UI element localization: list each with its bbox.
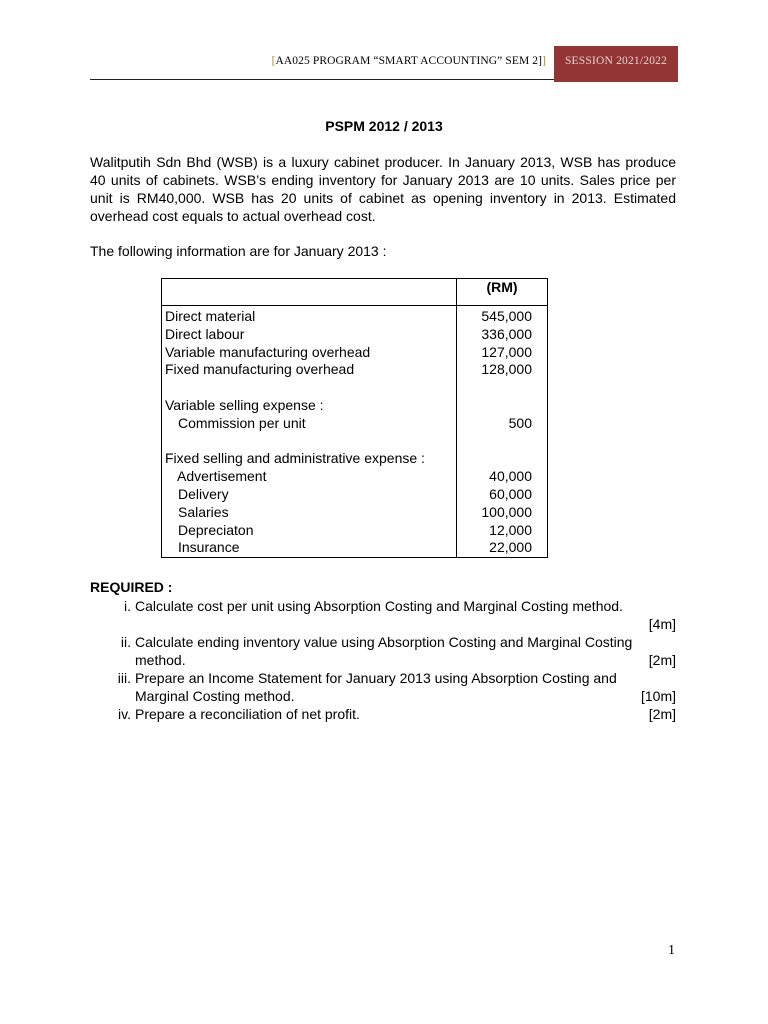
header-program-label: AA025 PROGRAM “SMART ACCOUNTING” SEM 2] xyxy=(275,55,543,67)
required-item-second-line xyxy=(135,651,676,669)
required-item-text: Calculate cost per unit using Absorption Costing and Marginal Costing method. xyxy=(135,598,623,614)
header-bracket-close: ] xyxy=(542,55,546,67)
header-program xyxy=(90,46,554,80)
cost-amount: 128,000 xyxy=(481,361,532,378)
cost-table-amounts xyxy=(457,306,548,558)
cost-amount: 60,000 xyxy=(489,485,532,502)
cost-label: Salaries xyxy=(178,503,229,520)
required-item-text: Prepare an Income Statement for January 2013 using Absorption Costing and xyxy=(135,670,617,686)
required-item-mark: [2m] xyxy=(648,706,676,722)
cost-amount: 127,000 xyxy=(481,343,532,360)
header-session-badge: SESSION 2021/2022 xyxy=(554,46,678,82)
cost-label-blank xyxy=(165,379,456,397)
page-title: PSPM 2012 / 2013 xyxy=(325,118,443,134)
required-item-text: Calculate ending inventory value using Absorption Costing and Marginal Costing xyxy=(135,634,633,650)
required-item-second-line xyxy=(135,687,676,705)
cost-amount: 500 xyxy=(508,414,532,431)
required-item-text-cont: Marginal Costing method. xyxy=(135,688,295,704)
cost-label: Advertisement xyxy=(177,468,267,485)
header-bracket-open: [ xyxy=(271,55,276,67)
cost-table-label-header xyxy=(162,279,457,306)
required-item xyxy=(90,669,676,705)
required-item xyxy=(90,633,676,669)
required-item-mark: [2m] xyxy=(648,652,676,668)
cost-section-label: Fixed selling and administrative expense : xyxy=(165,450,425,467)
required-list xyxy=(90,597,676,723)
question-paragraph: Walitputih Sdn Bhd (WSB) is a luxury cabinet producer. In January 2013, WSB has produce 40 units of cabinets. WSB’s ending inventory for January 2013 are 10 units. Sales price per unit is RM40,000. WSB has 20 units of cabinet as opening inventory in 2013. Estimated overhead cost equals to actual overhead cost. xyxy=(90,154,676,224)
required-heading: REQUIRED : xyxy=(90,579,173,595)
required-item-text: Prepare a reconciliation of net profit. xyxy=(135,706,360,722)
cost-section-label: Variable selling expense : xyxy=(165,396,324,413)
cost-amount: 40,000 xyxy=(489,468,532,485)
cost-table xyxy=(161,278,548,558)
cost-label: Fixed manufacturing overhead xyxy=(165,361,355,378)
cost-label: Commission per unit xyxy=(178,414,306,431)
required-item-line xyxy=(135,705,676,723)
cost-table-body-row xyxy=(162,306,548,558)
page-number: 1 xyxy=(668,943,675,958)
required-item-number: iv. xyxy=(118,706,131,722)
cost-amount-blank xyxy=(457,433,532,451)
cost-amount: 545,000 xyxy=(481,308,532,324)
cost-amount: 22,000 xyxy=(489,539,532,556)
required-item xyxy=(90,705,676,723)
cost-amount-blank xyxy=(457,397,532,415)
required-item-number: ii. xyxy=(120,634,131,650)
required-item-mark: [10m] xyxy=(640,688,676,704)
cost-table-labels xyxy=(162,306,457,558)
cost-label: Variable manufacturing overhead xyxy=(165,343,371,360)
cost-label: Delivery xyxy=(178,485,229,502)
cost-table-header-row xyxy=(162,279,548,306)
cost-amount: 100,000 xyxy=(481,503,532,520)
required-item-mark: [4m] xyxy=(648,616,676,632)
required-item xyxy=(90,597,676,633)
cost-table-amount-header: (RM) xyxy=(457,279,548,306)
cost-label: Insurance xyxy=(178,539,240,556)
table-intro: The following information are for January 2013 : xyxy=(90,243,387,259)
cost-label: Direct labour xyxy=(165,325,245,342)
required-item-number: i. xyxy=(124,598,131,614)
required-item-number: iii. xyxy=(117,670,131,686)
cost-amount-blank xyxy=(457,450,532,468)
cost-label-blank xyxy=(165,433,456,451)
required-item-text-cont: method. xyxy=(135,652,186,668)
cost-amount: 12,000 xyxy=(489,521,532,538)
cost-label: Depreciaton xyxy=(178,521,254,538)
cost-label: Direct material xyxy=(165,308,256,324)
cost-amount: 336,000 xyxy=(481,325,532,342)
cost-amount-blank xyxy=(457,379,532,397)
